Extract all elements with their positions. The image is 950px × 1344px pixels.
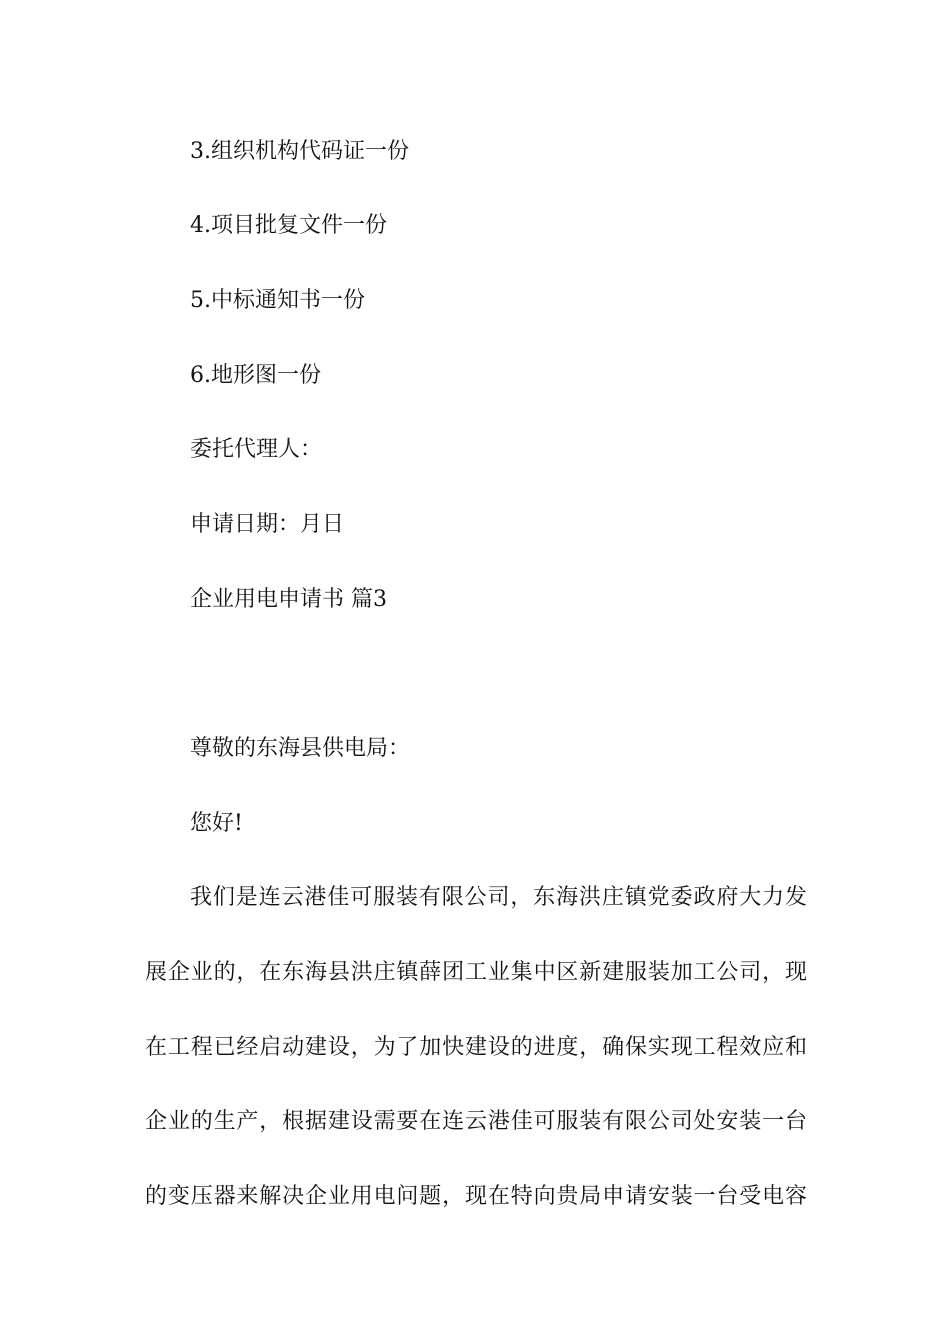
body-paragraph-line-4: 企业的生产，根据建设需要在连云港佳可服装有限公司处安装一台 xyxy=(145,1109,807,1134)
attachment-item-6: 6.地形图一份 xyxy=(190,363,321,388)
greeting: 您好! xyxy=(190,811,243,836)
body-paragraph-line-1: 我们是连云港佳可服装有限公司，东海洪庄镇党委政府大力发 xyxy=(190,885,807,910)
agent-label: 委托代理人： xyxy=(190,437,323,462)
body-paragraph-line-5: 的变压器来解决企业用电问题，现在特向贵局申请安装一台受电容 xyxy=(145,1184,807,1209)
salutation: 尊敬的东海县供电局： xyxy=(190,736,411,761)
attachment-item-3: 3.组织机构代码证一份 xyxy=(190,139,409,164)
date-label: 申请日期：月日 xyxy=(190,512,345,537)
attachment-item-5: 5.中标通知书一份 xyxy=(190,288,365,313)
attachment-item-4: 4.项目批复文件一份 xyxy=(190,213,387,238)
section-title: 企业用电申请书 篇3 xyxy=(190,587,387,612)
body-paragraph-line-3: 在工程已经启动建设，为了加快建设的进度，确保实现工程效应和 xyxy=(145,1035,807,1060)
body-paragraph-line-2: 展企业的，在东海县洪庄镇薛团工业集中区新建服装加工公司，现 xyxy=(145,960,807,985)
